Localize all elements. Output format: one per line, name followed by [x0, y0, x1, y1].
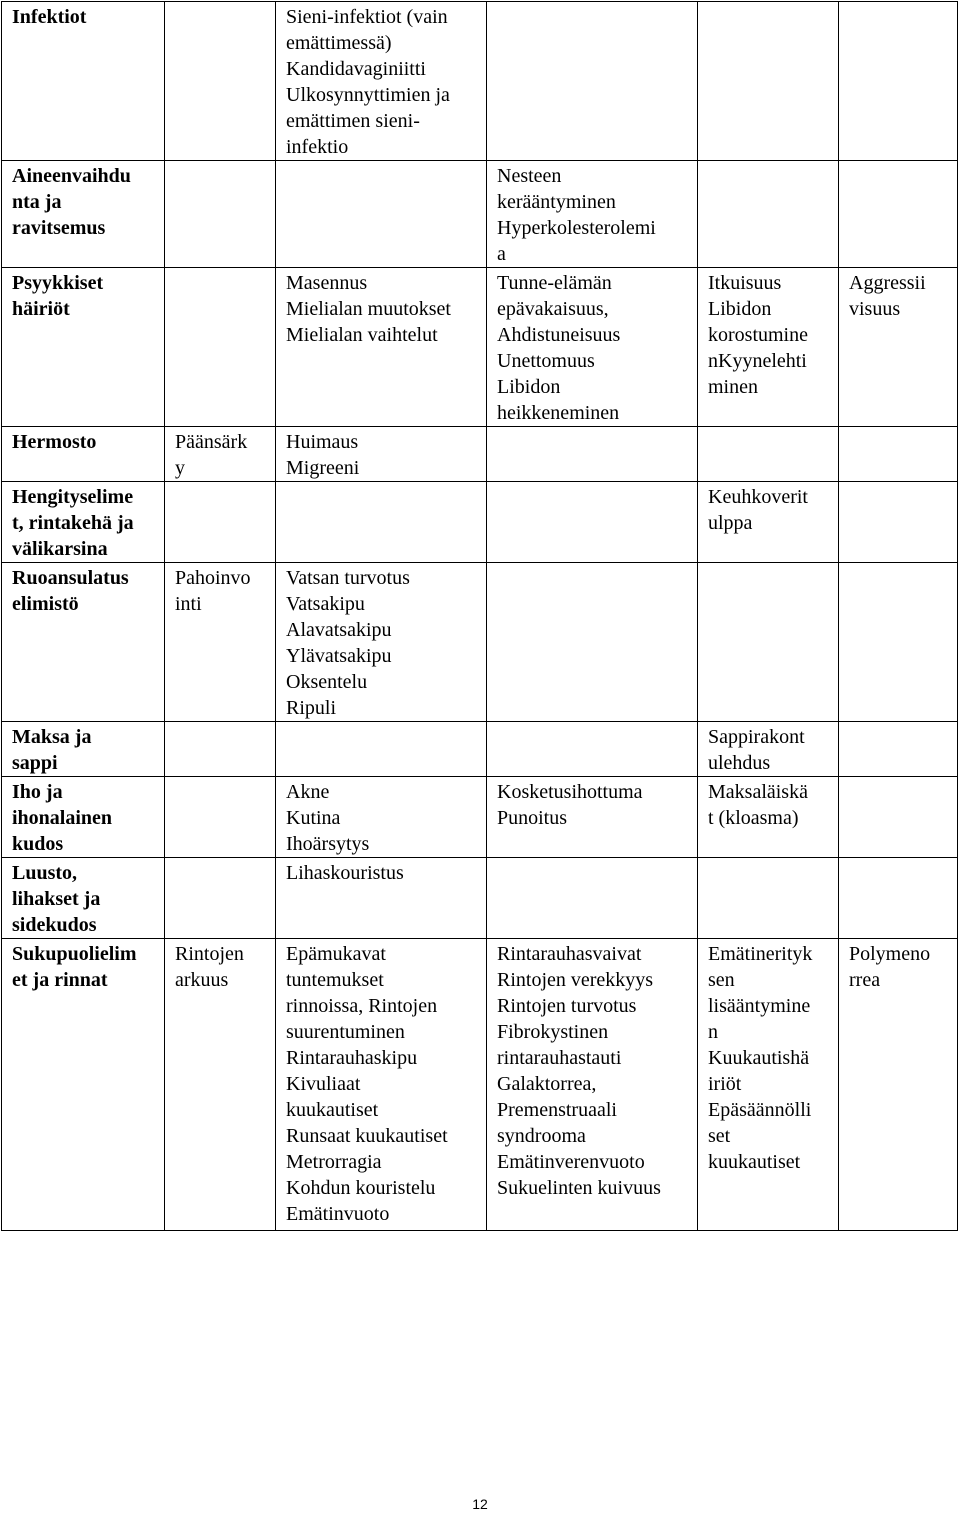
very-common-cell [165, 2, 276, 161]
table-row [2, 777, 958, 858]
common-cell [276, 858, 487, 939]
table-row [2, 939, 958, 1231]
organ-cell [2, 777, 165, 858]
cell-line: Emätinvuoto [286, 1203, 390, 1225]
rare-cell [698, 161, 839, 268]
rare-cell [698, 482, 839, 563]
side-effects-table [1, 1, 958, 1231]
common-cell [276, 427, 487, 482]
cell-line: välikarsina [12, 538, 108, 560]
cell-line: Sieni-infektiot (vain [286, 6, 448, 28]
uncommon-cell [487, 427, 698, 482]
cell-line: Unettomuus [497, 350, 595, 372]
common-cell [276, 482, 487, 563]
table-row [2, 427, 958, 482]
rare-cell [698, 2, 839, 161]
cell-line: nta ja [12, 191, 62, 213]
cell-line: Ulkosynnyttimien ja [286, 84, 450, 106]
organ-cell [2, 563, 165, 722]
cell-line: rrea [849, 969, 881, 991]
rare-cell [698, 722, 839, 777]
rare-cell [698, 427, 839, 482]
cell-line: nKyynelehti [708, 350, 807, 372]
cell-line: Libidon [708, 298, 772, 320]
cell-line: infektio [286, 136, 349, 158]
table-row [2, 858, 958, 939]
cell-line: Polymeno [849, 943, 931, 965]
cell-line: kerääntyminen [497, 191, 616, 213]
common-cell [276, 777, 487, 858]
cell-line: a [497, 243, 506, 265]
uncommon-cell [487, 482, 698, 563]
cell-line: Sappirakont [708, 726, 805, 748]
cell-line: Fibrokystinen [497, 1021, 609, 1043]
cell-line: Vatsan turvotus [286, 567, 410, 589]
very-rare-cell [839, 777, 958, 858]
cell-line: Rintojen turvotus [497, 995, 637, 1017]
cell-line: t (kloasma) [708, 807, 799, 829]
cell-line: sen [708, 969, 735, 991]
cell-line: rinnoissa, Rintojen [286, 995, 438, 1017]
table-row [2, 2, 958, 161]
cell-line: Maksa ja [12, 726, 92, 748]
uncommon-cell [487, 2, 698, 161]
cell-line: arkuus [175, 969, 229, 991]
cell-line: ulppa [708, 512, 753, 534]
cell-line: Hyperkolesterolemi [497, 217, 656, 239]
cell-line: tuntemukset [286, 969, 384, 991]
common-cell [276, 722, 487, 777]
uncommon-cell [487, 268, 698, 427]
uncommon-cell [487, 161, 698, 268]
cell-line: Kivuliaat [286, 1073, 361, 1095]
table-row [2, 161, 958, 268]
very-rare-cell [839, 161, 958, 268]
uncommon-cell [487, 858, 698, 939]
very-rare-cell [839, 939, 958, 1231]
cell-line: ihonalainen [12, 807, 113, 829]
rare-cell [698, 858, 839, 939]
uncommon-cell [487, 777, 698, 858]
cell-line: Libidon [497, 376, 561, 398]
organ-cell [2, 482, 165, 563]
common-cell [276, 161, 487, 268]
rare-cell [698, 939, 839, 1231]
cell-line: Pahoinvo [175, 567, 251, 589]
cell-line: Emätinerityk [708, 943, 813, 965]
cell-line: Nesteen [497, 165, 562, 187]
very-rare-cell [839, 427, 958, 482]
cell-line: Aineenvaihdu [12, 165, 131, 187]
very-common-cell [165, 268, 276, 427]
rare-cell [698, 268, 839, 427]
very-rare-cell [839, 268, 958, 427]
cell-line: Premenstruaali [497, 1099, 617, 1121]
very-common-cell [165, 482, 276, 563]
rare-cell [698, 563, 839, 722]
cell-line: Päänsärk [175, 431, 248, 453]
cell-line: Infektiot [12, 6, 87, 28]
cell-line: visuus [849, 298, 901, 320]
cell-line: syndrooma [497, 1125, 586, 1147]
cell-line: sappi [12, 752, 58, 774]
common-cell [276, 939, 487, 1231]
cell-line: t, rintakehä ja [12, 512, 134, 534]
cell-line: iriöt [708, 1073, 742, 1095]
cell-line: Itkuisuus [708, 272, 782, 294]
cell-line: Epäsäännölli [708, 1099, 812, 1121]
cell-line: Emätinverenvuoto [497, 1151, 645, 1173]
cell-line: Ruoansulatus [12, 567, 129, 589]
cell-line: Maksaläiskä [708, 781, 808, 803]
cell-line: y [175, 457, 185, 479]
table-body [2, 2, 958, 1231]
table-row [2, 268, 958, 427]
common-cell [276, 563, 487, 722]
cell-line: Masennus [286, 272, 368, 294]
very-rare-cell [839, 2, 958, 161]
cell-line: Kandidavaginiitti [286, 58, 426, 80]
cell-line: n [708, 1021, 718, 1043]
uncommon-cell [487, 563, 698, 722]
cell-line: kudos [12, 833, 64, 855]
cell-line: Psyykkiset [12, 272, 104, 294]
cell-line: Punoitus [497, 807, 568, 829]
organ-cell [2, 2, 165, 161]
cell-line: Oksentelu [286, 671, 368, 693]
cell-line: Hengityselime [12, 486, 134, 508]
cell-line: set [708, 1125, 731, 1147]
cell-line: Rintarauhaskipu [286, 1047, 418, 1069]
table-row [2, 722, 958, 777]
cell-line: lisääntymine [708, 995, 811, 1017]
very-common-cell [165, 939, 276, 1231]
cell-line: Keuhkoverit [708, 486, 808, 508]
very-common-cell [165, 777, 276, 858]
cell-line: Lihaskouristus [286, 862, 404, 884]
organ-cell [2, 161, 165, 268]
cell-line: Migreeni [286, 457, 360, 479]
cell-line: epävakaisuus, [497, 298, 609, 320]
cell-line: Sukupuolielim [12, 943, 137, 965]
cell-line: Runsaat kuukautiset [286, 1125, 448, 1147]
very-common-cell [165, 563, 276, 722]
common-cell [276, 268, 487, 427]
cell-line: Rintojen verekkyys [497, 969, 654, 991]
cell-line: elimistö [12, 593, 79, 615]
organ-cell [2, 722, 165, 777]
cell-line: Metrorragia [286, 1151, 382, 1173]
cell-line: Iho ja [12, 781, 63, 803]
very-rare-cell [839, 482, 958, 563]
table-row [2, 482, 958, 563]
cell-line: Alavatsakipu [286, 619, 392, 641]
very-rare-cell [839, 563, 958, 722]
cell-line: Luusto, [12, 862, 78, 884]
cell-line: Rintojen [175, 943, 244, 965]
uncommon-cell [487, 722, 698, 777]
organ-cell [2, 427, 165, 482]
cell-line: Mielialan muutokset [286, 298, 451, 320]
very-rare-cell [839, 722, 958, 777]
cell-line: heikkeneminen [497, 402, 620, 424]
organ-cell [2, 939, 165, 1231]
very-common-cell [165, 858, 276, 939]
cell-line: suurentuminen [286, 1021, 405, 1043]
very-common-cell [165, 722, 276, 777]
cell-line: Huimaus [286, 431, 359, 453]
cell-line: Aggressii [849, 272, 926, 294]
cell-line: kuukautiset [286, 1099, 379, 1121]
cell-line: Kohdun kouristelu [286, 1177, 436, 1199]
cell-line: Kutina [286, 807, 341, 829]
cell-line: Akne [286, 781, 330, 803]
organ-cell [2, 858, 165, 939]
cell-line: Ylävatsakipu [286, 645, 392, 667]
very-common-cell [165, 427, 276, 482]
very-rare-cell [839, 858, 958, 939]
organ-cell [2, 268, 165, 427]
cell-line: inti [175, 593, 202, 615]
table-row [2, 563, 958, 722]
cell-line: Mielialan vaihtelut [286, 324, 438, 346]
cell-line: ulehdus [708, 752, 771, 774]
rare-cell [698, 777, 839, 858]
cell-line: Kuukautishä [708, 1047, 810, 1069]
cell-line: Galaktorrea, [497, 1073, 597, 1095]
cell-line: Kosketusihottuma [497, 781, 643, 803]
cell-line: emättimessä) [286, 32, 392, 54]
cell-line: Hermosto [12, 431, 97, 453]
cell-line: Ripuli [286, 697, 337, 719]
page-number: 12 [472, 1496, 488, 1512]
cell-line: minen [708, 376, 758, 398]
cell-line: Tunne-elämän [497, 272, 612, 294]
cell-line: korostumine [708, 324, 808, 346]
uncommon-cell [487, 939, 698, 1231]
cell-line: Rintarauhasvaivat [497, 943, 642, 965]
cell-line: ravitsemus [12, 217, 106, 239]
cell-line: emättimen sieni- [286, 110, 420, 132]
cell-line: et ja rinnat [12, 969, 108, 991]
cell-line: kuukautiset [708, 1151, 801, 1173]
cell-line: Ihoärsytys [286, 833, 370, 855]
common-cell [276, 2, 487, 161]
cell-line: Sukuelinten kuivuus [497, 1177, 661, 1199]
cell-line: Epämukavat [286, 943, 386, 965]
cell-line: sidekudos [12, 914, 97, 936]
cell-line: Vatsakipu [286, 593, 365, 615]
cell-line: Ahdistuneisuus [497, 324, 621, 346]
very-common-cell [165, 161, 276, 268]
cell-line: lihakset ja [12, 888, 101, 910]
cell-line: häiriöt [12, 298, 70, 320]
cell-line: rintarauhastauti [497, 1047, 622, 1069]
